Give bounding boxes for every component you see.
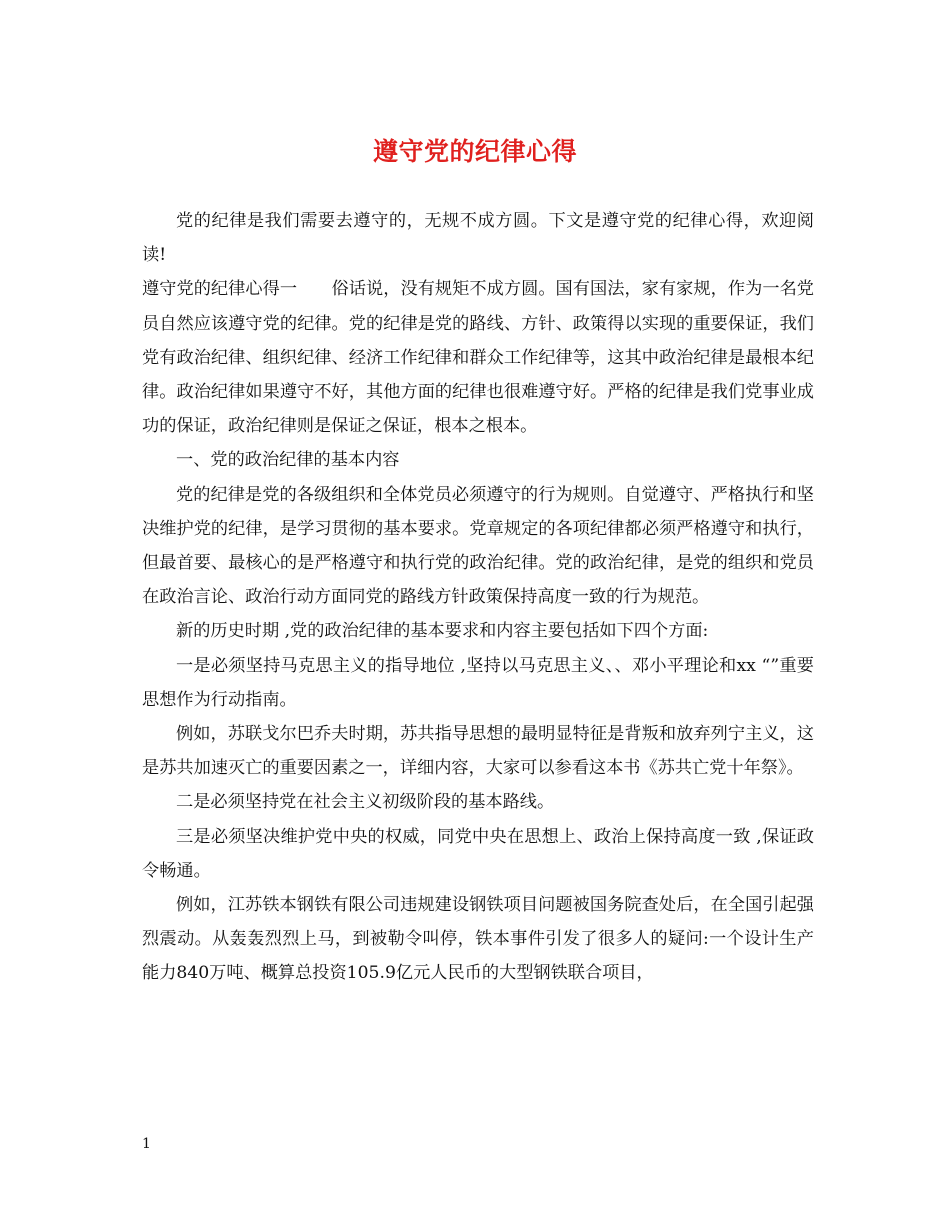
paragraph-section-one: 遵守党的纪律心得一 俗话说，没有规矩不成方圆。国有国法，家有家规，作为一名党员自然应该遵守党的纪律。党的纪律是党的路线、方针、政策得以实现的重要保证，我们党有政治纪律、组织纪律、经济工作纪律和群众工作纪律等，这其中政治纪律是最根本纪律。政治纪律如果遵守不好，其他方面的纪律也很难遵守好。严格的纪律是我们党事业成功的保证，政治纪律则是保证之保证，根本之根本。	[142, 279, 814, 437]
page-number: 1	[142, 1136, 151, 1152]
paragraph-aspect-one: 一是必须坚持马克思主义的指导地位 ,坚持以马克思主义、、邓小平理论和xx “”重要思想作为行动指南。	[142, 655, 814, 710]
document-title: 遵守党的纪律心得	[372, 137, 577, 166]
paragraph-example-tieben: 例如，江苏铁本钢铁有限公司违规建设钢铁项目问题被国务院查处后，在全国引起强烈震动。从轰轰烈烈上马，到被勒令叫停，铁本事件引发了很多人的疑问:一个设计生产能力840万吨、概算总投资105.9亿元人民币的大型钢铁联合项目，	[142, 895, 814, 984]
paragraph-aspect-two: 二是必须坚持党在社会主义初级阶段的基本路线。	[176, 792, 555, 813]
paragraph-example-soviet: 例如，苏联戈尔巴乔夫时期，苏共指导思想的最明显特征是背叛和放弃列宁主义，这是苏共加速灭亡的重要因素之一，详细内容，大家可以参看这本书《苏共亡党十年祭》。	[142, 724, 814, 779]
paragraph-discipline-rules: 党的纪律是党的各级组织和全体党员必须遵守的行为规则。自觉遵守、严格执行和坚决维护党的纪律，是学习贯彻的基本要求。党章规定的各项纪律都必须严格遵守和执行，但最首要、最核心的是严格遵守和执行党的政治纪律。党的政治纪律，是党的组织和党员在政治言论、政治行动方面同党的路线方针政策保持高度一致的行为规范。	[142, 484, 814, 608]
paragraph-heading-basic-content: 一、党的政治纪律的基本内容	[176, 450, 400, 471]
paragraph-intro: 党的纪律是我们需要去遵守的，无规不成方圆。下文是遵守党的纪律心得，欢迎阅读!	[142, 211, 814, 266]
paragraph-four-aspects: 新的历史时期 ,党的政治纪律的基本要求和内容主要包括如下四个方面:	[176, 621, 709, 642]
document-body	[142, 204, 814, 991]
paragraph-aspect-three: 三是必须坚决维护党中央的权威，同党中央在思想上、政治上保持高度一致 ,保证政令畅通。	[142, 826, 814, 881]
